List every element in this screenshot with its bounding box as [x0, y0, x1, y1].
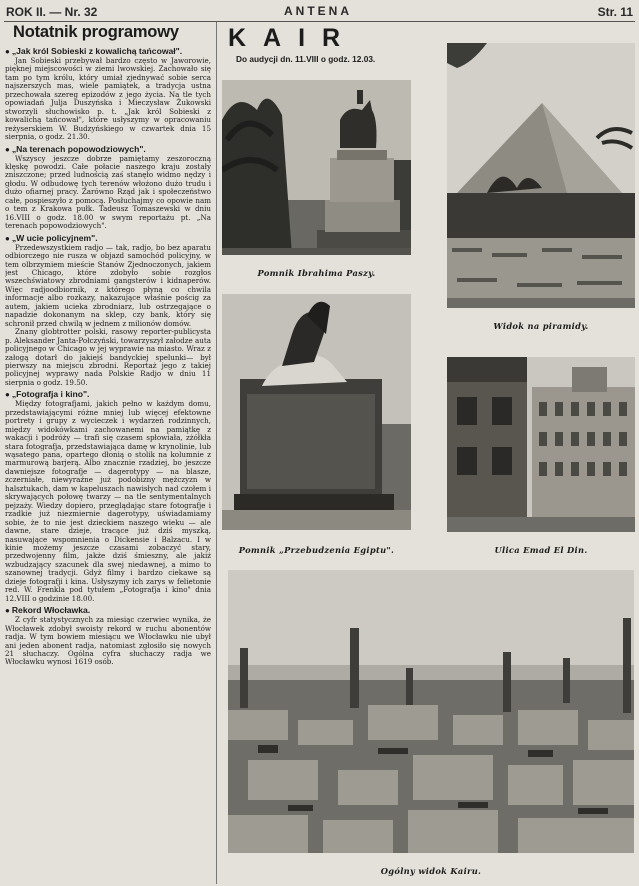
photo-awakening-monument [222, 294, 411, 530]
caption-street: Ulica Emad El Din. [494, 545, 588, 555]
caption-pyramids: Widok na piramidy. [493, 321, 589, 331]
pyramids-image [447, 43, 635, 308]
bullet-icon: ● [5, 233, 10, 243]
bullet-icon: ● [5, 606, 10, 616]
section-heading: „Na terenach popowodziowych". [11, 143, 146, 154]
section-popowodziowe [5, 144, 211, 231]
section-sobieski [5, 46, 211, 142]
bullet-icon: ● [5, 390, 10, 400]
section-fotografja [5, 389, 211, 603]
issue-number: ROK II. — Nr. 32 [6, 5, 98, 19]
section-text: Jan Sobieski przebywał bardzo często w Jaworowie, pięknej miejscowości w ziemi lwowskiej. Zachowało się tam po tym królu, który umiał zjednywać sobie serca najszerszych mas, wiele pamiątek, a tradycja ustna przechowała szereg epizodów z jego życia. Na tle tych opowiadań Julja Duszyńska i Mieczysław Żukowski stworzyli słuchowisko p. t. „Jak król Sobieski z kowalichą tańcował", które usłyszymy w opracowaniu reżyserskiem W. Budzyńskiego w czwartek dnia 15 sierpnia, o godz. 21.30. [5, 56, 211, 142]
section-heading: Rekord Włocławka. [11, 605, 91, 616]
section-text: Przedewszystkiem radjo — tak, radjo, bo bez aparatu odbiorczego nie rusza w objazd samochód policyjny, w tem olbrzymiem mieście Stanów Zjednoczonych, jakiem jest Chicago, które zdobyło sobie rozgłos wszechświatowy zbrodniami gangsterów i kidnaperów. Więc radjoodbiornik, z którego płyną co chwila informacje albo rozkazy, nakazujące właśnie pościg za autem, jakiem ucieka zbrodniarz, lub ostrzegające o napadzie dokonanym na sklep, czy bank, który się schronił przed chwilą w jednem z milionów domów. [5, 242, 211, 328]
section-heading: „Jak król Sobieski z kowalichą tańcował". [11, 46, 183, 56]
section-heading: „Fotografja i kino". [11, 389, 90, 400]
caption-general-view: Ogólny widok Kairu. [380, 866, 482, 876]
section-wloclawek [5, 605, 211, 667]
kair-title: KAIR [228, 24, 358, 52]
awakening-image [222, 294, 411, 530]
bullet-icon: ● [5, 144, 10, 154]
section-heading: „W ucie policyjnem". [11, 232, 98, 243]
section-text: Między fotografjami, jakich pełno w każdym domu, przedstawiającymi różne mniej lub więcej efektowne portrety i grupy z wycieczek i wydarzeń rodzinnych, między widokówkami zachowanemi na pamiątkę z wakacji i podróży — trafi się czasem spłowiała, zżółkła stara fotografja, przedstawiająca damę w krynolinie, lub wąsatego pana, opartego dłonią o stolik na kolumnie z marmurową barjerą. Albo znacznie rzadziej, bo jeszcze dawniejsze fotografje — dagerotypy — na blasze, zczerniałe, niewyraźne już podobizny mężczyzn w halsztukach, dam w kapeluszach nawisłych nad czołem i skrywających połowę twarzy — na tle sentymentalnych pejzaży. Wiedzy dopiero, przeglądając stare fotografje i rzadkie już niezmiernie dagerotypy, uświadamiamy sobie, że to nie jest dzieckiem naszego wieku — ale dawne, stare dzieje, tracące już dziś myszką, nasuwające wspomnienia o Dickensie i Balzacu. I w kinie możemy jeszcze czasami zobaczyć stary, przedwojenny film, jakże dziś śmieszny, ale jakiż wzbudzający szacunek dla swej niedawnej, a mimo to szanownej tradycji. Gdyż filmy i bardzo ciekawe są dzieje fotografji i kina. Usłyszymy ich zarys w felietonie red. W. Frenkla pod tytułem „Fotografja i kino" dnia 12.VIII o godzinie 18.00. [5, 399, 211, 603]
magazine-title: ANTENA [284, 4, 352, 18]
photo-pyramids [447, 43, 635, 308]
street-image [447, 357, 635, 532]
photo-ibrahim-monument [222, 80, 411, 255]
notatnik-column [5, 21, 211, 883]
section-text: Z cyfr statystycznych za miesiąc czerwiec wynika, że Włocławek zdobył swoisty rekord w ruchu abonentów radja. W tym bowiem miesiącu we Włocławku nie ubył ani jeden abonent radja, natomiast zgłosiło się nowych 21 słuchaczy. Ogólna cyfra słuchaczy radja we Włocławku wynosi 1619 osób. [5, 615, 211, 667]
page-header [0, 4, 639, 20]
section-text: Wszyscy jeszcze dobrze pamiętamy zeszoroczną klęskę powodzi. Całe połacie naszego kraju zostały zniszczone; przed ludnością zaś stanęło widmo nędzy i głodu. W odbudowę tych terenów włożono dużo trudu i dużo ofiarnej pracy. Zarówno Rząd jak i społeczeństwo całe, pospieszyło z pomocą. Posłuchajmy co opowie nam o tem z Krakowa pułk. Tadeusz Tomaszewski w dniu 16.VIII o godz. 18.00 w swym reportażu pt. „Na terenach popowodziowych". [5, 153, 211, 231]
monument-image [222, 80, 411, 255]
caption-awakening: Pomnik „Przebudzenia Egiptu". [238, 545, 395, 555]
page-number: Str. 11 [597, 5, 633, 19]
caption-ibrahim: Pomnik Ibrahima Paszy. [257, 268, 376, 278]
photo-general-view [228, 570, 634, 853]
kair-subtitle: Do audycji dn. 11.VIII o godz. 12.03. [236, 54, 376, 64]
notatnik-title: Notatnik programowy [13, 23, 179, 41]
column-divider [216, 22, 217, 884]
cityscape-image [228, 570, 634, 853]
photo-street [447, 357, 635, 532]
section-text: Znany globtrotter polski, rasowy reporter-publicysta p. Aleksander Janta-Połczyński, towarzyszył załodze auta policyjnego w Chicago w jej wyprawie na miasto. Wraz z załogą dotarł do jakiejś bandyckiej spelunki— był pierwszy na miejscu zbrodni. Reportaż jego z takiej policyjnej wyprawy nada Polskie Radjo w dniu 11 sierpnia o godz. 19.50. [5, 327, 211, 387]
section-policyjne [5, 233, 211, 388]
bullet-icon: ● [5, 47, 10, 56]
